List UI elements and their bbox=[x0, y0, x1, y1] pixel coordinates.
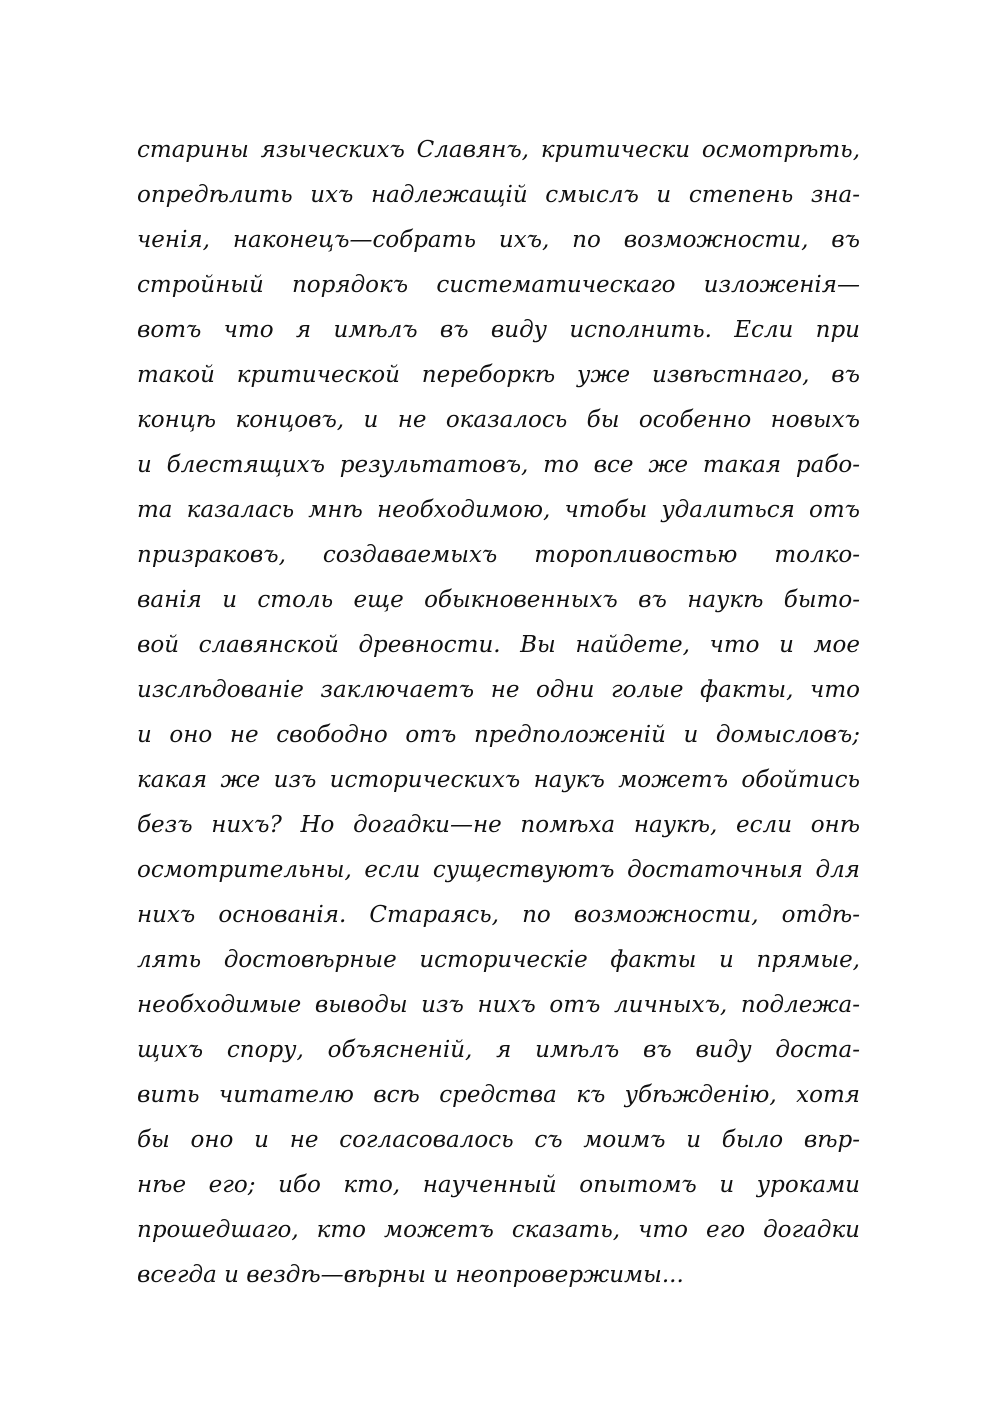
text-line: опредѣлить ихъ надлежащій смыслъ и степень зна- bbox=[137, 182, 860, 208]
text-line: та казалась мнѣ необходимою, чтобы удалиться отъ bbox=[137, 497, 860, 523]
text-line: лять достовѣрные историческіе факты и прямые, bbox=[137, 947, 860, 973]
text-line: нихъ основанія. Стараясь, по возможности, отдѣ- bbox=[137, 902, 860, 928]
text-line: нѣе его; ибо кто, наученный опытомъ и уроками bbox=[137, 1172, 860, 1198]
text-line: и блестящихъ результатовъ, то все же такая рабо- bbox=[137, 452, 860, 478]
text-line: старины языческихъ Славянъ, критически осмотрѣть, bbox=[137, 137, 860, 163]
text-line: прошедшаго, кто можетъ сказать, что его догадки bbox=[137, 1217, 860, 1243]
document-body bbox=[137, 128, 860, 1298]
text-line: бы оно и не согласовалось съ моимъ и было вѣр- bbox=[137, 1127, 860, 1153]
text-line: безъ нихъ? Но догадки—не помѣха наукѣ, если онѣ bbox=[137, 812, 860, 838]
text-line: концѣ концовъ, и не оказалось бы особенно новыхъ bbox=[137, 407, 860, 433]
text-line: изслѣдованіе заключаетъ не одни голые факты, что bbox=[137, 677, 860, 703]
text-line: стройный порядокъ систематическаго изложенія— bbox=[137, 272, 860, 298]
text-line: вить читателю всѣ средства къ убѣжденію, хотя bbox=[137, 1082, 860, 1108]
text-line: всегда и вездѣ—вѣрны и неопровержимы... bbox=[137, 1262, 684, 1288]
text-line: щихъ спору, объясненій, я имѣлъ въ виду доста- bbox=[137, 1037, 860, 1063]
text-line: осмотрительны, если существуютъ достаточныя для bbox=[137, 857, 860, 883]
text-line: призраковъ, создаваемыхъ торопливостью толко- bbox=[137, 542, 860, 568]
text-line: ванія и столь еще обыкновенныхъ въ наукѣ быто- bbox=[137, 587, 860, 613]
text-line: вотъ что я имѣлъ въ виду исполнить. Если при bbox=[137, 317, 860, 343]
text-line: вой славянской древности. Вы найдете, что и мое bbox=[137, 632, 860, 658]
text-line: необходимые выводы изъ нихъ отъ личныхъ, подлежа- bbox=[137, 992, 860, 1018]
text-line: и оно не свободно отъ предположеній и домысловъ; bbox=[137, 722, 860, 748]
text-line: ченія, наконецъ—собрать ихъ, по возможности, въ bbox=[137, 227, 860, 253]
text-line: такой критической переборкѣ уже извѣстнаго, въ bbox=[137, 362, 860, 388]
text-line: какая же изъ историческихъ наукъ можетъ обойтись bbox=[137, 767, 860, 793]
